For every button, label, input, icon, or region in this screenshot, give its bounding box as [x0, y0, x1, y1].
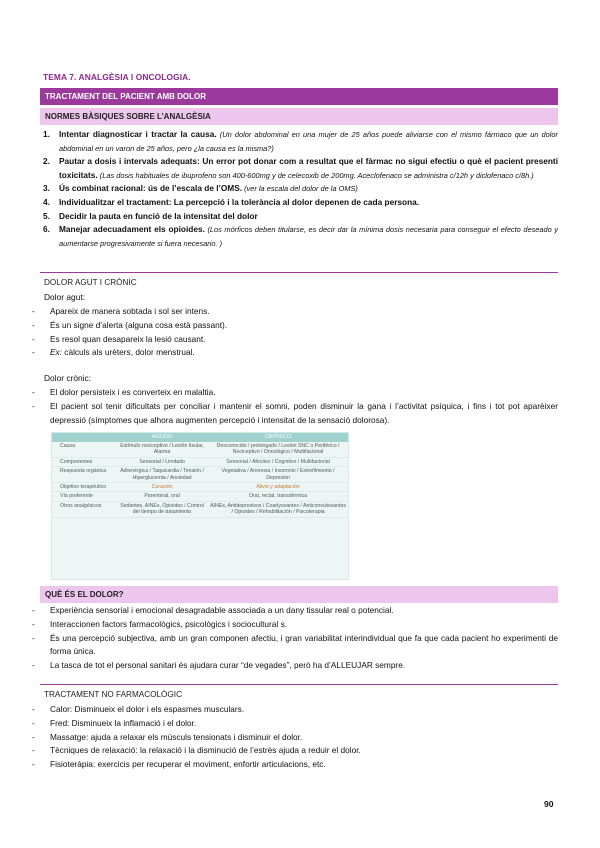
document-title: TEMA 7. ANALGÈSIA I ONCOLOGIA. — [43, 72, 191, 82]
agut-list — [32, 305, 558, 360]
section-heading-no-farmacologic: TRACTAMENT NO FARMACOLÒGIC — [44, 690, 182, 699]
section-band-main: TRACTAMENT DEL PACIENT AMB DOLOR — [40, 88, 558, 105]
table-header — [52, 433, 116, 442]
norm-item: 3. Ús combinat racional: ús de l’escala de l’OMS. (ver la escala del dolor de la OMS) — [43, 183, 358, 194]
cronic-list — [32, 386, 558, 427]
list-item: - Experiència sensorial i emocional desagradable associada a un dany tissular real o potencial. — [32, 604, 558, 618]
que-list — [32, 604, 558, 673]
section-divider — [40, 684, 558, 685]
list-item: - El dolor persisteix i es converteix en malaltia. — [32, 386, 558, 400]
norm-item: 5. Decidir la pauta en funció de la intensitat del dolor — [43, 210, 258, 221]
list-item: - És una percepció subjectiva, amb un gran componen afectiu, i gran variabilitat interindividual que fa que cada pacient ho experimenti de forma única. — [32, 632, 558, 660]
norm-item: 4. Individualitzar el tractament: La percepció i la tolerància al dolor depenen de cada persona. — [43, 196, 420, 207]
list-item: - Massatge: ajuda a relaxar els músculs tensionats i disminuir el dolor. — [32, 731, 558, 745]
list-item: - Ex: càlculs als urèters, dolor menstrual. — [32, 346, 558, 360]
norm-item: 1. Intentar diagnosticar i tractar la causa. (Un dolor abdominal en una mujer de 25 años puede aliviarse con el mismo fármaco que un dolor abdominal en un varon de 25 años, pero ¿la causa es la misma?) — [43, 129, 558, 153]
table-row: Objetivo terapéutico Curación Alivio y adaptación — [52, 483, 348, 492]
table-header: AGUDO — [116, 433, 208, 442]
table-row: Componentes Sensorial / Limitado Sensorial / Afectivo / Cognitivo / Multifactorial — [52, 457, 348, 466]
list-item: - Fisioteràpia: exercicis per recuperar el moviment, enfortir articulacions, etc. — [32, 758, 558, 772]
list-item: - El pacient sol tenir dificultats per conciliar i mantenir el somni, poden disminuir la gana i l’activitat psíquica, i fins i tot pot aparèixer depressió (símptomes que alhora augmenten percepció i intensitat de la sensació dolorosa). — [32, 400, 558, 428]
list-item: - Es resol quan desapareix la lesió causant. — [32, 333, 558, 347]
list-item: - Apareix de manera sobtada i sol ser intens. — [32, 305, 558, 319]
section-divider — [40, 272, 558, 273]
example-prefix: Ex: — [50, 347, 62, 358]
list-item: - Tècniques de relaxació: la relaxació i la disminució de l’estrès ajuda a reduir el dolor. — [32, 744, 558, 758]
list-item: - Fred: Disminueix la inflamació i el dolor. — [32, 717, 558, 731]
table-row: Respuesta orgánica Adrenérgica / Taquicardia / Tensión / Hiperglucemia / Ansiedad Vegetativa / Anorexia / Insomnio / Estreñimiento / Depresión — [52, 467, 348, 483]
agut-label: Dolor agut: — [44, 292, 85, 302]
section-band-que: QUÈ ÉS EL DOLOR? — [40, 586, 558, 603]
norms-list — [40, 128, 558, 250]
list-item: - Interaccionen factors farmacològics, psicològics i sociocultural s. — [32, 618, 558, 632]
table-row: Otros analgésicos Sedantes, AINEs, Opioides / Control del tiempo de tratamiento AINEs, Antidepresivos / Coadyuvantes / Anticonvulsivantes / Opioides / Rehabilitación / Psicoterapia — [52, 501, 348, 517]
table-row: Vía preferente Parenteral, oral Oral, rectal, transdérmica — [52, 492, 348, 501]
section-band-norms: NORMES BÀSIQUES SOBRE L’ANALGÈSIA — [40, 108, 558, 125]
list-item: - Calor: Disminueix el dolor i els espasmes musculars. — [32, 703, 558, 717]
table-header: CRÓNICO — [208, 433, 348, 442]
list-item: - La tasca de tot el personal sanitari és ajudara curar “de vegades”, però ha d’ALLEUJAR sempre. — [32, 659, 558, 673]
norm-item: 6. Manejar adecuadament els opioides. (Los mòrficos deben titularse, es decir dar la mínima dosis necesaria para conseguir el efecto deseado y aumentarse progresivamente si fuera necesario. ) — [43, 224, 558, 248]
norm-item: 2. Pautar a dosis i intervals adequats: Un error pot donar com a resultat que el fàrmac no sigui efectiu o què el pacient presenti toxicitats. (Las dosis habituales de ibuprofeno son 400-600mg y de celecoxib de 200mg. Aceclofenaco se administra c/12h y diclofenaco c/8h.) — [43, 156, 558, 180]
list-item: - És un signe d’alerta (alguna cosa està passant). — [32, 319, 558, 333]
table-row: Causa Estímulo nociceptivo / Lesión tisular, Alarma Desconocido / prolongado / Lesión SNC o Periférico / Nociceptivo / Oncológico / Multifactorial — [52, 442, 348, 457]
cronic-label: Dolor crònic: — [44, 373, 92, 383]
agudo-cronico-table-image — [51, 432, 349, 580]
no-farmacologic-list — [32, 703, 558, 772]
section-heading-agut-cronic: DOLOR AGUT I CRÒNIC — [44, 278, 137, 287]
page-number: 90 — [544, 799, 554, 809]
